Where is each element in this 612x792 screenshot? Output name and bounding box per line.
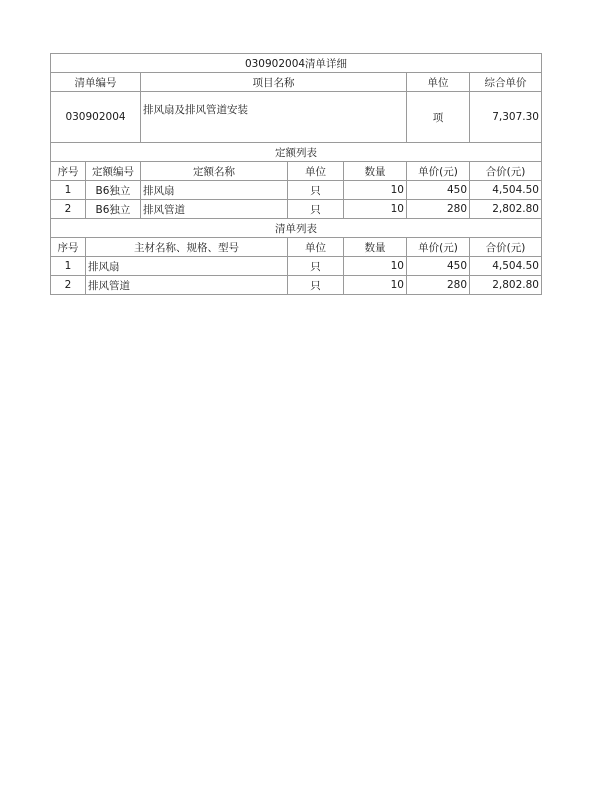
quota-header-name: 定额名称 [141, 162, 288, 181]
title-row [51, 54, 542, 73]
header-unit: 单位 [407, 73, 470, 92]
quota-cell-total: 4,504.50 [470, 181, 542, 200]
material-cell-name: 排风扇 [86, 257, 288, 276]
material-row [51, 276, 542, 295]
quota-header-unit: 单位 [288, 162, 344, 181]
quota-header-qty: 数量 [344, 162, 407, 181]
material-cell-index: 1 [51, 257, 86, 276]
item-header-row [51, 73, 542, 92]
quota-cell-code: B6独立 [86, 181, 141, 200]
quota-cell-index: 2 [51, 200, 86, 219]
quota-cell-index: 1 [51, 181, 86, 200]
item-name: 排风扇及排风管道安装 [141, 92, 407, 143]
materials-header-unit: 单位 [288, 238, 344, 257]
quota-cell-qty: 10 [344, 200, 407, 219]
materials-header-qty: 数量 [344, 238, 407, 257]
item-unit: 项 [407, 92, 470, 143]
material-cell-unit: 只 [288, 257, 344, 276]
quota-cell-qty: 10 [344, 181, 407, 200]
materials-section-title: 清单列表 [51, 219, 542, 238]
item-price: 7,307.30 [470, 92, 542, 143]
material-cell-unit-price: 450 [407, 257, 470, 276]
sheet-title: 030902004清单详细 [51, 54, 542, 73]
quota-header-row [51, 162, 542, 181]
quota-cell-name: 排风管道 [141, 200, 288, 219]
material-cell-unit-price: 280 [407, 276, 470, 295]
quota-cell-unit: 只 [288, 200, 344, 219]
material-cell-name: 排风管道 [86, 276, 288, 295]
item-row [51, 92, 542, 143]
quota-header-code: 定额编号 [86, 162, 141, 181]
material-cell-qty: 10 [344, 257, 407, 276]
material-cell-qty: 10 [344, 276, 407, 295]
materials-header-unit-price: 单价(元) [407, 238, 470, 257]
header-price: 综合单价 [470, 73, 542, 92]
materials-header-index: 序号 [51, 238, 86, 257]
quota-row [51, 181, 542, 200]
material-row [51, 257, 542, 276]
materials-header-row [51, 238, 542, 257]
quota-header-total: 合价(元) [470, 162, 542, 181]
header-code: 清单编号 [51, 73, 141, 92]
quota-cell-code: B6独立 [86, 200, 141, 219]
material-cell-total: 2,802.80 [470, 276, 542, 295]
quota-title-row [51, 143, 542, 162]
quota-header-index: 序号 [51, 162, 86, 181]
materials-header-name: 主材名称、规格、型号 [86, 238, 288, 257]
material-cell-index: 2 [51, 276, 86, 295]
quota-cell-name: 排风扇 [141, 181, 288, 200]
material-cell-total: 4,504.50 [470, 257, 542, 276]
quota-cell-unit: 只 [288, 181, 344, 200]
quota-row [51, 200, 542, 219]
materials-title-row [51, 219, 542, 238]
material-cell-unit: 只 [288, 276, 344, 295]
quota-section-title: 定额列表 [51, 143, 542, 162]
materials-header-total: 合价(元) [470, 238, 542, 257]
quota-header-unit-price: 单价(元) [407, 162, 470, 181]
quota-cell-unit-price: 280 [407, 200, 470, 219]
bill-detail-table [50, 53, 542, 295]
bill-detail-sheet [50, 53, 541, 295]
quota-cell-total: 2,802.80 [470, 200, 542, 219]
quota-cell-unit-price: 450 [407, 181, 470, 200]
item-code: 030902004 [51, 92, 141, 143]
header-name: 项目名称 [141, 73, 407, 92]
